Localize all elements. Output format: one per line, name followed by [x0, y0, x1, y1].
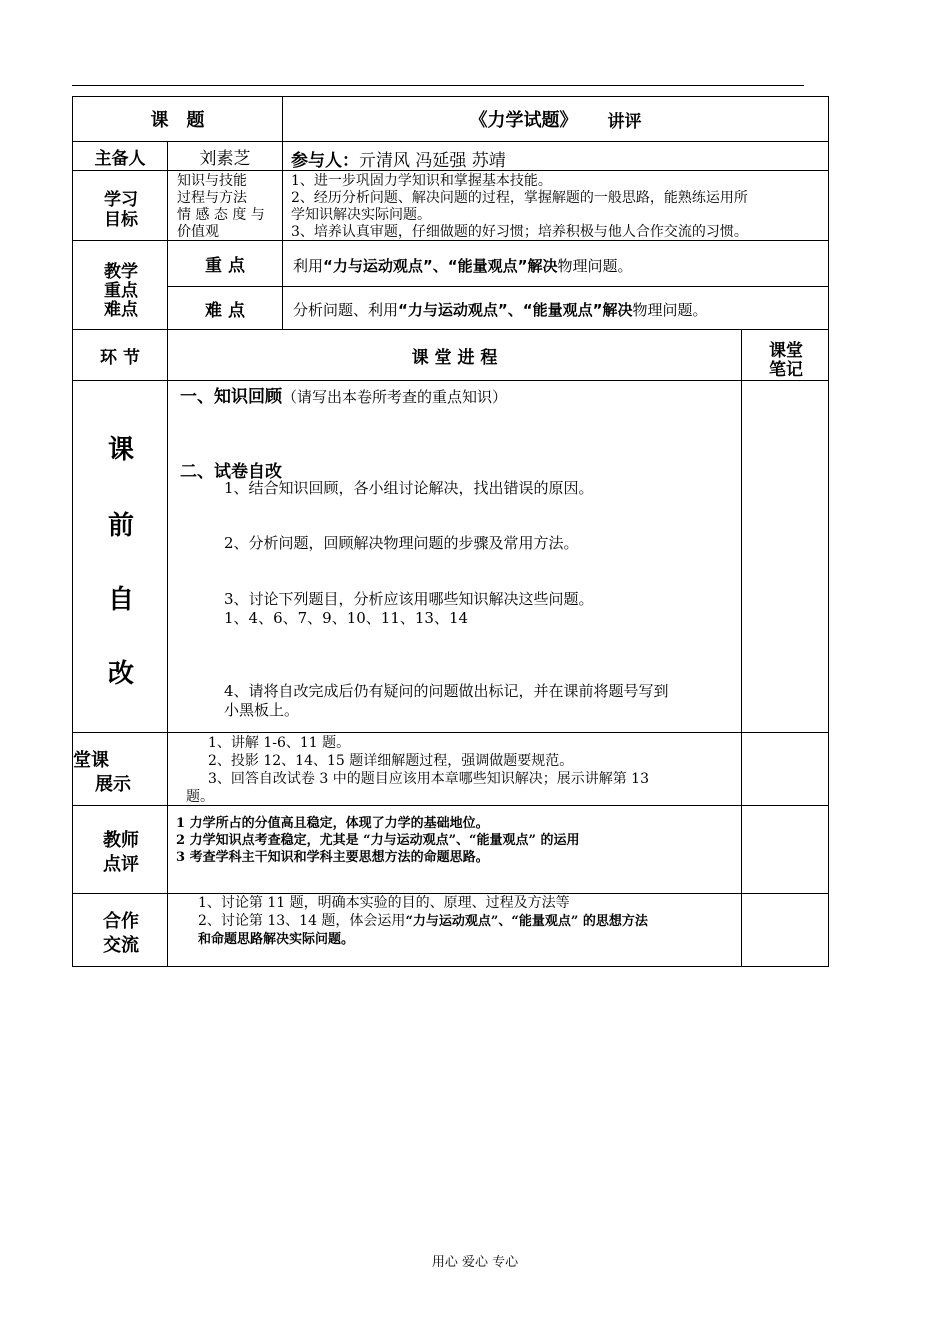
teacher-review-stage: 教师 点评: [72, 805, 168, 894]
step-4-cont: 小黑板上。: [224, 701, 300, 719]
topic-label: 课 题: [72, 96, 283, 142]
class-show-stage: 堂课 展示: [72, 732, 168, 806]
category-knowledge: 知识与技能: [177, 173, 247, 189]
topic-title: 《力学试题》: [469, 110, 578, 131]
section-self-correction: 二、试卷自改: [180, 462, 282, 482]
category-process: 过程与方法: [177, 190, 247, 206]
step-3: 3、讨论下列题目，分析应该用哪些知识解决这些问题。: [224, 590, 594, 608]
key-point-label: 重 点: [167, 240, 283, 287]
class-show-notes: [741, 732, 829, 806]
page-footer: 用心 爱心 专心: [431, 1255, 519, 1270]
pre-class-stage: 课 前 自 改: [72, 380, 168, 733]
objectives-categories: [167, 170, 283, 241]
show-item: 题。: [186, 789, 214, 805]
stage-header: 环 节: [72, 329, 168, 381]
topic-suffix: 讲评: [607, 111, 642, 132]
step-3-list: 1、4、6、7、9、10、11、13、14: [224, 609, 469, 627]
review-item: 3 考查学科主干知识和学科主要思想方法的命题思路。: [176, 850, 489, 865]
objective-item: 3、培养认真审题，仔细做题的好习惯；培养积极与他人合作交流的习惯。: [291, 224, 748, 240]
show-item: 2、投影 12、14、15 题详细解题过程，强调做题要规范。: [208, 753, 574, 769]
cooperation-content: [167, 893, 742, 967]
objective-item: 2、经历分析问题、解决问题的过程，掌握解题的一般思路，能熟练运用所: [291, 190, 748, 206]
cooperation-stage: 合作 交流: [72, 893, 168, 967]
review-item: 1 力学所占的分值高且稳定，体现了力学的基础地位。: [176, 816, 489, 831]
teacher-review-notes: [741, 805, 829, 894]
notes-header: 课堂 笔记: [741, 329, 829, 381]
focus-label: 教学 重点 难点: [72, 240, 168, 330]
preparer-name: 刘素芝: [167, 141, 283, 171]
objectives-label: 学习 目标: [72, 170, 168, 241]
pre-class-notes: [741, 380, 829, 733]
coop-item-1: 1、讨论第 11 题，明确本实验的目的、原理、过程及方法等: [198, 895, 570, 911]
step-2: 2、分析问题，回顾解决物理问题的步骤及常用方法。: [224, 534, 579, 552]
pre-class-content: [167, 380, 742, 733]
preparer-label: 主备人: [72, 141, 168, 171]
objective-item: 学知识解决实际问题。: [291, 207, 431, 223]
participants-label: 参与人：: [291, 151, 359, 171]
class-show-content: [167, 732, 742, 806]
section-knowledge-review: 一、知识回顾: [180, 387, 282, 407]
show-item: 3、回答自改试卷 3 中的题目应该用本章哪些知识解决；展示讲解第 13: [208, 771, 649, 787]
show-item: 1、讲解 1-6、11 题。: [208, 735, 351, 751]
key-point-text: 利用“力与运动观点”、“能量观点”解决物理问题。: [282, 240, 829, 287]
difficult-point-text: 分析问题、利用“力与运动观点”、“能量观点”解决物理问题。: [282, 286, 829, 330]
participants-names: 亓清风 冯延强 苏靖: [359, 151, 506, 171]
category-values: 价值观: [177, 224, 219, 240]
header-rule: [72, 85, 804, 86]
objectives-items: [282, 170, 829, 241]
step-1: 1、结合知识回顾，各小组讨论解决，找出错误的原因。: [224, 479, 594, 497]
step-4: 4、请将自改完成后仍有疑问的问题做出标记，并在课前将题号写到: [224, 682, 669, 700]
review-item: 2 力学知识点考查稳定，尤其是 “力与运动观点”、“能量观点” 的运用: [176, 833, 580, 848]
section-knowledge-hint: （请写出本卷所考查的重点知识）: [282, 388, 508, 406]
participants-cell: [282, 141, 829, 171]
coop-item-2: 2、讨论第 13、14 题，体会运用“力与运动观点”、“能量观点” 的思想方法: [198, 913, 648, 929]
cooperation-notes: [741, 893, 829, 967]
difficult-point-label: 难 点: [167, 286, 283, 330]
teacher-review-content: [167, 805, 742, 894]
process-header: 课 堂 进 程: [167, 329, 742, 381]
topic-title-cell: [282, 96, 829, 142]
objective-item: 1、进一步巩固力学知识和掌握基本技能。: [291, 173, 552, 189]
category-attitude: 情 感 态 度 与: [177, 207, 265, 223]
coop-item-2-cont: 和命题思路解决实际问题。: [198, 932, 355, 947]
